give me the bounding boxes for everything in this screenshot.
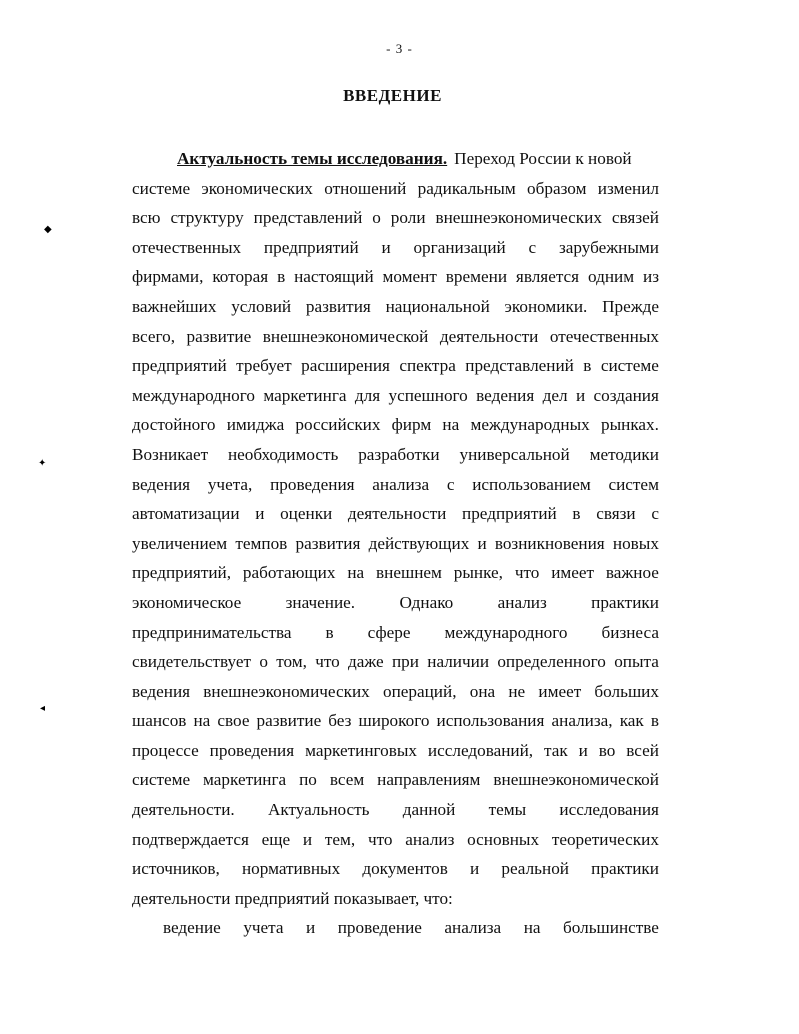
word: рынке,: [453, 563, 503, 583]
word: и: [306, 918, 316, 938]
word: реальной: [501, 859, 569, 879]
word: ведение: [163, 918, 221, 938]
word: анализа: [444, 918, 502, 938]
word: Возникает: [132, 444, 209, 464]
word: российских: [295, 415, 381, 435]
word: для: [354, 385, 381, 405]
word: на: [193, 711, 211, 731]
text-line: [132, 736, 659, 766]
word: спектра: [399, 356, 456, 376]
word: необходимость: [227, 444, 339, 464]
text-line: [132, 825, 659, 855]
word: широкого: [358, 711, 430, 731]
word: подтверждается: [132, 829, 249, 849]
word: предприятий: [263, 237, 359, 257]
text-line: [132, 292, 659, 322]
word: определенного: [497, 652, 606, 672]
text-line: [132, 854, 659, 884]
word: маркетинговых: [305, 740, 417, 760]
word: тем,: [324, 829, 356, 849]
word: она: [469, 681, 496, 701]
word: и: [302, 829, 313, 849]
word: деятельности: [347, 504, 447, 524]
word: автоматизации: [132, 504, 240, 524]
word: системе: [132, 178, 191, 198]
word: теоретических: [551, 829, 659, 849]
word: образом: [527, 178, 587, 198]
word: больших: [594, 681, 659, 701]
word: развитие: [186, 326, 252, 346]
word: является: [515, 267, 580, 287]
text-line: [132, 351, 659, 381]
word: анализа,: [551, 711, 613, 731]
word: структуру: [170, 208, 244, 228]
word: Прежде: [602, 296, 659, 316]
word: фирмами,: [132, 267, 204, 287]
word: исследований,: [427, 740, 534, 760]
word: предпринимательства: [132, 622, 292, 642]
section-title: ВВЕДЕНИЕ: [343, 86, 442, 105]
word: системе: [600, 356, 659, 376]
word: системе: [132, 770, 191, 790]
text-line: [132, 499, 659, 529]
text-line: [132, 588, 659, 618]
word: использования: [436, 711, 545, 731]
word: экономических: [201, 178, 313, 198]
word: наличии: [427, 652, 490, 672]
word: возникновения: [494, 533, 605, 553]
word: в: [583, 356, 592, 376]
word: с: [446, 474, 455, 494]
text-line: [132, 677, 659, 707]
word: международного: [444, 622, 568, 642]
word: Однако: [399, 592, 454, 612]
word: расширения: [301, 356, 390, 376]
word: даже: [348, 652, 384, 672]
word: ведения: [132, 681, 191, 701]
text-line: [132, 440, 659, 470]
word: внешнем: [376, 563, 442, 583]
word: нормативных: [241, 859, 341, 879]
word: увеличением: [132, 533, 228, 553]
word: о: [259, 652, 268, 672]
text-line: [132, 381, 659, 411]
word: операций,: [382, 681, 457, 701]
word: маркетинга: [263, 385, 347, 405]
word: значение.: [285, 592, 356, 612]
word: анализа: [372, 474, 430, 494]
word: и: [578, 740, 588, 760]
word: ведения: [132, 474, 191, 494]
word: направлениям: [377, 770, 481, 790]
word: в: [572, 504, 581, 524]
word: всем: [329, 770, 365, 790]
word: и: [255, 504, 265, 524]
word: что: [514, 563, 540, 583]
word: важнейших: [132, 296, 217, 316]
word: работающих: [242, 563, 336, 583]
word: представлений: [253, 208, 363, 228]
word: экономическое: [132, 592, 242, 612]
text-line: [132, 144, 659, 174]
margin-mark-2: ✦: [38, 458, 47, 469]
word: новых: [612, 533, 659, 553]
word: с: [528, 237, 537, 257]
word: практики: [591, 592, 659, 612]
word: внешнеэкономической: [262, 326, 429, 346]
word: универсальной: [459, 444, 570, 464]
word: международного: [132, 385, 255, 405]
word: внешнеэкономической: [493, 770, 659, 790]
text-line: [132, 795, 659, 825]
text-line: [132, 529, 659, 559]
word: при: [391, 652, 419, 672]
word: что: [315, 652, 340, 672]
word: важное: [605, 563, 659, 583]
relevance-heading: Актуальность темы исследования.: [177, 149, 448, 168]
word: оценки: [280, 504, 333, 524]
word: организаций: [413, 237, 506, 257]
word: настоящий: [294, 267, 374, 287]
text-line: [132, 174, 659, 204]
text-line: [132, 884, 659, 914]
word: методики: [589, 444, 659, 464]
word: не: [508, 681, 526, 701]
word: так: [544, 740, 568, 760]
word: международных: [470, 415, 590, 435]
word: о: [372, 208, 381, 228]
word: внешнеэкономических: [435, 208, 602, 228]
word: зарубежными: [558, 237, 659, 257]
text-line: [132, 233, 659, 263]
word: сфере: [367, 622, 411, 642]
word: практики: [591, 859, 659, 879]
word: в: [325, 622, 334, 642]
word: связей: [611, 208, 659, 228]
word: в: [277, 267, 286, 287]
text-line: [132, 410, 659, 440]
word: разработки: [358, 444, 440, 464]
text-line: [132, 647, 659, 677]
word: систем: [608, 474, 659, 494]
word: маркетинга: [203, 770, 287, 790]
word: темы: [488, 800, 527, 820]
word: анализ: [497, 592, 547, 612]
text-line: [132, 262, 659, 292]
word: изменил: [597, 178, 659, 198]
word: предприятий: [462, 504, 557, 524]
page-number: - 3 -: [386, 41, 413, 56]
word: дел: [542, 385, 568, 405]
word: проведения: [209, 740, 295, 760]
word: деятельности: [439, 326, 539, 346]
word: источников,: [132, 859, 220, 879]
word: и: [477, 533, 487, 553]
word: внешнеэкономических: [203, 681, 370, 701]
word: Актуальность: [267, 800, 370, 820]
word: действующих: [368, 533, 470, 553]
word: всю: [132, 208, 161, 228]
word: учета: [243, 918, 284, 938]
word: проведения: [270, 474, 355, 494]
word: времени: [445, 267, 508, 287]
word: имеет: [538, 681, 582, 701]
word: ведения: [476, 385, 535, 405]
text-line-content: деятельности предприятий показывает, что:: [132, 888, 453, 908]
word: на: [442, 415, 460, 435]
word: имиджа: [226, 415, 285, 435]
text-line: [132, 618, 659, 648]
margin-mark-3: ◂: [40, 703, 46, 714]
word: свое: [217, 711, 250, 731]
word: темпов: [235, 533, 288, 553]
word: успешного: [388, 385, 468, 405]
text-line: [132, 470, 659, 500]
word: отечественных: [549, 326, 659, 346]
text-line: [132, 203, 659, 233]
text-line-content: Переход России к новой: [454, 149, 632, 168]
word: бизнеса: [601, 622, 659, 642]
word: развитие: [256, 711, 322, 731]
word: отношений: [324, 178, 407, 198]
word: использованием: [472, 474, 591, 494]
word: развития: [295, 533, 361, 553]
text-line: [132, 558, 659, 588]
word: развития: [305, 296, 371, 316]
word: деятельности.: [132, 800, 235, 820]
word: национальной: [385, 296, 490, 316]
word: всего,: [132, 326, 175, 346]
word: учета,: [207, 474, 253, 494]
word: в: [650, 711, 659, 731]
word: достойного: [132, 415, 216, 435]
word: анализ: [405, 829, 455, 849]
word: большинстве: [563, 918, 659, 938]
word: роли: [390, 208, 426, 228]
word: и: [575, 385, 586, 405]
text-line: [132, 706, 659, 736]
word: рынках.: [600, 415, 659, 435]
word: на: [523, 918, 541, 938]
word: требует: [236, 356, 292, 376]
word: основных: [467, 829, 540, 849]
word: из: [643, 267, 659, 287]
word: том,: [276, 652, 307, 672]
word: исследования: [559, 800, 659, 820]
word: которая: [212, 267, 269, 287]
word: данной: [402, 800, 456, 820]
text-line: [132, 765, 659, 795]
word: одним: [587, 267, 635, 287]
word: создания: [593, 385, 659, 405]
word: свидетельствует: [132, 652, 252, 672]
text-line: [132, 913, 659, 943]
margin-mark-1: ◆: [44, 224, 52, 235]
word: радикальным: [417, 178, 516, 198]
word: с: [651, 504, 659, 524]
word: еще: [261, 829, 291, 849]
word: шансов: [132, 711, 187, 731]
word: экономики.: [504, 296, 588, 316]
text-line: [132, 322, 659, 352]
word: момент: [382, 267, 437, 287]
word: всей: [626, 740, 659, 760]
word: фирм: [391, 415, 432, 435]
word: документов: [362, 859, 448, 879]
word: процессе: [132, 740, 199, 760]
word: представлений: [465, 356, 574, 376]
word: отечественных: [132, 237, 242, 257]
word: связи: [596, 504, 636, 524]
word: как: [619, 711, 644, 731]
word: по: [299, 770, 317, 790]
word: опыта: [614, 652, 659, 672]
word: предприятий,: [132, 563, 232, 583]
body-text: [132, 144, 659, 943]
word: без: [328, 711, 352, 731]
word: на: [347, 563, 365, 583]
word: предприятий: [132, 356, 227, 376]
word: во: [598, 740, 616, 760]
word: что: [367, 829, 393, 849]
word: и: [470, 859, 480, 879]
word: проведение: [337, 918, 422, 938]
word: имеет: [551, 563, 595, 583]
word: и: [381, 237, 391, 257]
word: условий: [231, 296, 292, 316]
